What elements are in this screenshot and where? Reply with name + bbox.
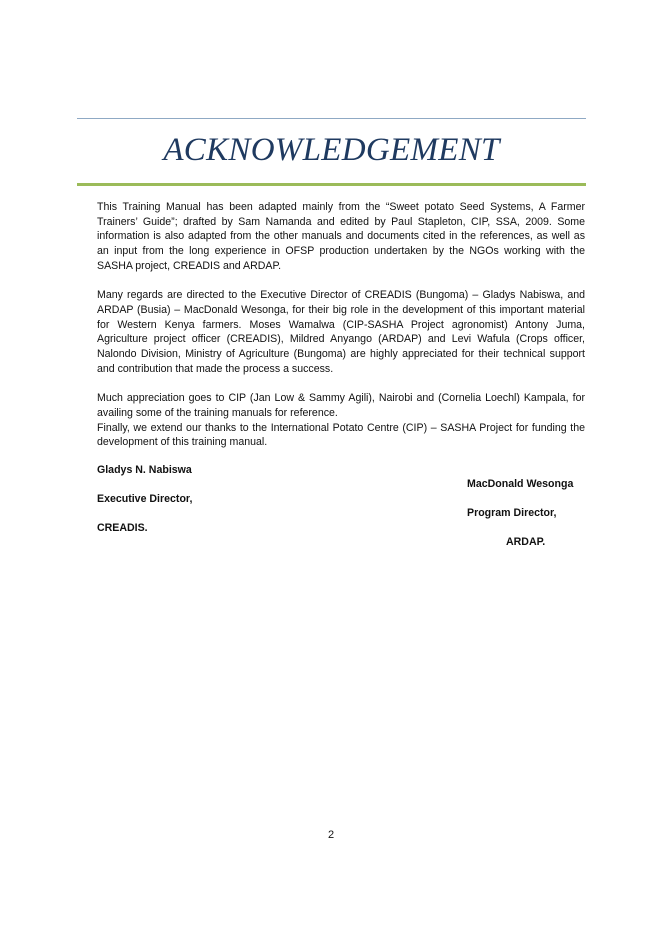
page-title: ACKNOWLEDGEMENT	[163, 132, 500, 168]
signature-right-org: ARDAP.	[506, 536, 546, 548]
signature-left-role: Executive Director,	[97, 493, 193, 505]
paragraph-thanks: Finally, we extend our thanks to the International Potato Centre (CIP) – SASHA Project for funding the development of this training manual.	[97, 421, 585, 449]
signature-left-org: CREADIS.	[97, 522, 148, 534]
paragraph-spacer	[97, 274, 585, 289]
paragraph-spacer	[97, 376, 585, 391]
header-top-rule	[77, 118, 586, 119]
acknowledgement-body	[97, 200, 585, 450]
paragraph-regards: Many regards are directed to the Executive Director of CREADIS (Bungoma) – Gladys Nabiswa, and ARDAP (Busia) – MacDonald Wesonga, for their big role in the development of this important material for Western Kenya farmers. Moses Wamalwa (CIP-SASHA Project agronomist) Antony Juma, Agriculture project officer (CREADIS), Mildred Anyango (ARDAP) and Levi Wafula (Crops officer, Nalondo Division, Ministry of Agriculture (Bungoma) are highly appreciated for their technical support and contribution that made the process a success.	[97, 289, 585, 375]
signature-left-name: Gladys N. Nabiswa	[97, 464, 192, 476]
header-bottom-rule	[77, 183, 586, 186]
signature-right-role: Program Director,	[467, 507, 557, 519]
paragraph-sources: This Training Manual has been adapted mainly from the “Sweet potato Seed Systems, A Farmer Trainers’ Guide”; drafted by Sam Namanda and edited by Paul Stapleton, CIP, SSA, 2009. Some information is also adapted from the other manuals and documents cited in the references, as well as an input from the long experience in OFSP production undertaken by the NGOs working with the SASHA project, CREADIS and ARDAP.	[97, 201, 585, 272]
page-number: 2	[327, 829, 335, 841]
paragraph-appreciation: Much appreciation goes to CIP (Jan Low & Sammy Agili), Nairobi and (Cornelia Loechl) Kampala, for availing some of the training manuals for reference.	[97, 392, 585, 419]
signature-right-name: MacDonald Wesonga	[467, 478, 574, 490]
